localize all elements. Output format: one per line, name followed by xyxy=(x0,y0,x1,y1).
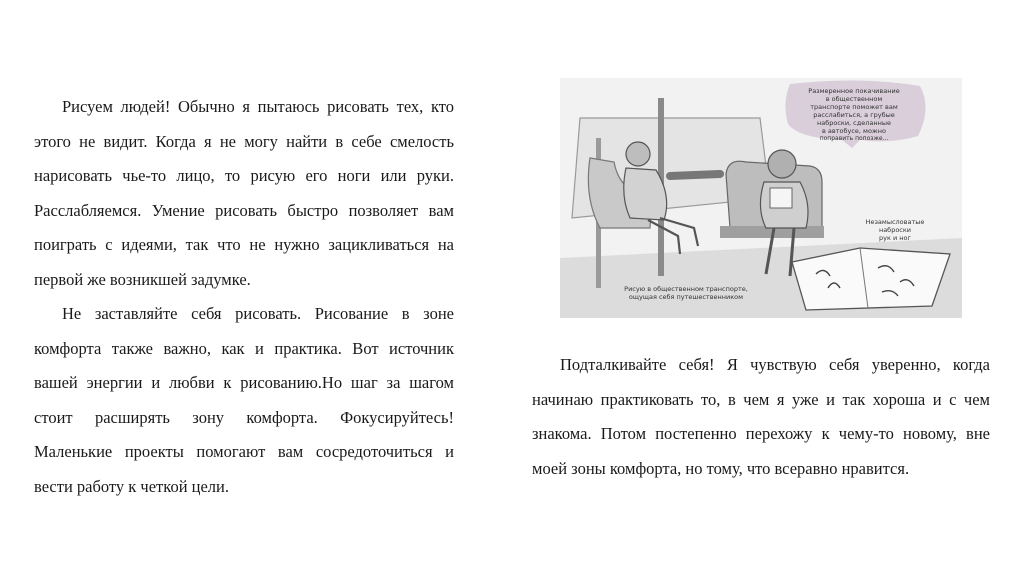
paragraph-comfort-zone: Не заставляйте себя рисовать. Рисование в зоне комфорта также важно, как и практика. Вот источник вашей энергии и любви к рисованию.Но шаг за шагом стоит расширять зону комфорта. Фокусируйтесь! Маленькие проекты помогают вам сосредоточиться и вести работу к четкой цели. xyxy=(34,304,454,496)
sketch-caption-1: Незамысловатые xyxy=(865,218,925,226)
bubble-line-6: в автобусе, можно xyxy=(822,127,886,135)
sketch-caption-3: рук и ног xyxy=(879,234,911,242)
bubble-line-2: в общественном xyxy=(825,95,883,103)
left-person-head xyxy=(626,142,650,166)
bubble-line-1: Размеренное покачивание xyxy=(808,87,900,95)
bottom-caption-2: ощущая себя путешественником xyxy=(628,293,744,301)
right-person-head xyxy=(768,150,796,178)
bubble-line-3: транспорте поможет вам xyxy=(810,103,898,111)
sketchbook-in-hands xyxy=(770,188,792,208)
paragraph-push-yourself: Подталкивайте себя! Я чувствую себя уверенно, когда начинаю практиковать то, в чем я уже и так хороша и с чем знакома. Потом постепенно перехожу к чему-то новому, вне моей зоны комфорта, но тому, что всеравно нравится. xyxy=(532,355,990,478)
right-text-column xyxy=(532,348,990,486)
bubble-line-4: расслабиться, а грубые xyxy=(813,111,895,119)
left-text-column xyxy=(34,90,454,504)
bubble-line-5: наброски, сделанные xyxy=(816,119,892,127)
bottom-caption-1: Рисую в общественном транспорте, xyxy=(624,285,748,293)
paragraph-drawing-people: Рисуем людей! Обычно я пытаюсь рисовать тех, кто этого не видит. Когда я не могу найти в себе смелость нарисовать чье-то лицо, то рисую его ноги или руки. Расслабляемся. Умение рисовать быстро позволяет вам поиграть с идеями, так что не нужно зацикливаться на первой же возникшей задумке. xyxy=(34,97,454,289)
bubble-line-7: поправить попозже... xyxy=(819,135,889,142)
sketch-caption-2: наброски xyxy=(878,226,912,234)
illustration-svg xyxy=(560,78,962,318)
grab-bar xyxy=(670,174,720,176)
open-sketchbook xyxy=(792,248,950,310)
bus-sketch-illustration xyxy=(560,78,962,318)
